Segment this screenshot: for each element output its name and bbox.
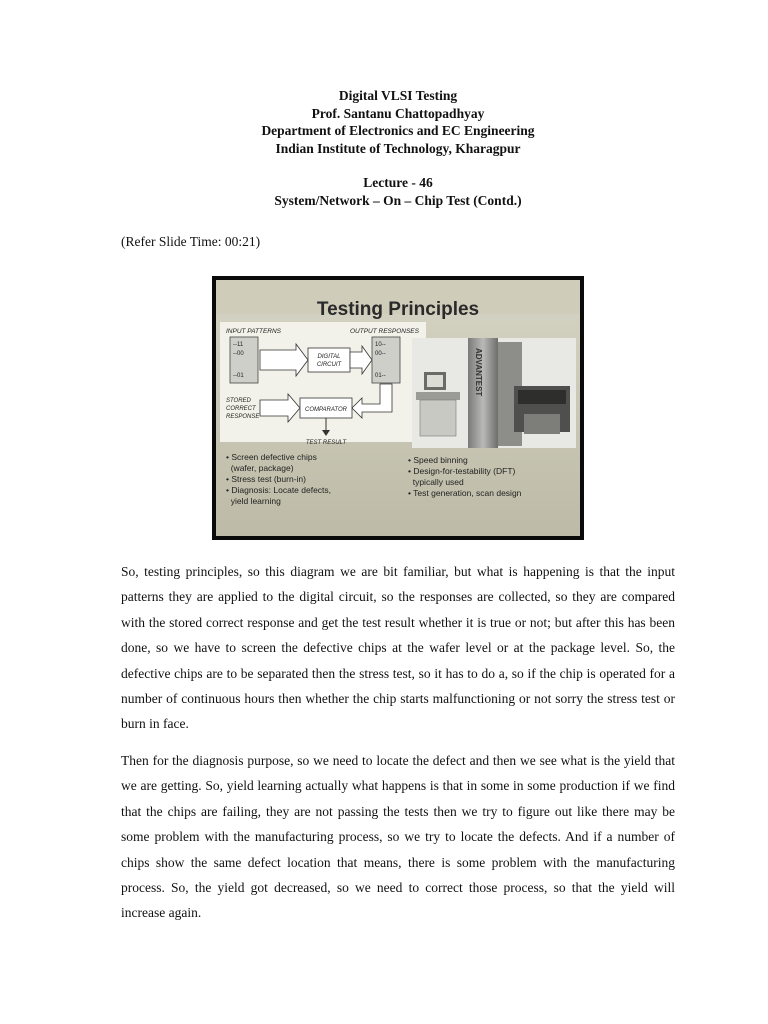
stored-line3: RESPONSE — [226, 414, 260, 420]
output-bit-2: 00-- — [375, 351, 386, 357]
institute-name: Indian Institute of Technology, Kharagpur — [275, 140, 521, 156]
lecture-number: Lecture - 46 — [363, 175, 433, 190]
machine-brand-label: ADVANTEST — [474, 348, 483, 397]
output-responses-label: OUTPUT RESPONSES — [350, 328, 419, 335]
input-bit-2: --00 — [233, 351, 244, 357]
comparator-label: COMPARATOR — [304, 407, 348, 413]
right-bullet-2: • Design-for-testability (DFT) — [408, 466, 516, 476]
left-bullet-1: • Screen defective chips — [226, 452, 317, 462]
left-bullet-5: yield learning — [226, 496, 281, 506]
refer-slide-time: (Refer Slide Time: 00:21) — [121, 234, 261, 249]
course-title: Digital VLSI Testing — [338, 88, 458, 103]
digital-circuit-line1: DIGITAL — [317, 354, 341, 360]
body-paragraph-2: Then for the diagnosis purpose, so we need to locate the defect and then we see what is the yield that we are getting. So, yield learning actually what happens is that in some in some production if we find that the chips are failing, they are not passing the tests then we try to figure out like there may be some problem with the manufacturing process, so we try to locate the defects. And if a number of chips show the same defect location that means, there is some problem with the manufacturing process. So, the yield got decreased, so we need to correct those process, so that the yield will increase again. — [121, 753, 675, 921]
test-result-label: TEST RESULT — [305, 440, 347, 446]
left-bullet-2: (wafer, package) — [226, 463, 294, 473]
stored-line1: STORED — [226, 398, 251, 404]
slide-image — [212, 276, 584, 540]
right-bullet-3: typically used — [408, 477, 464, 487]
digital-circuit-line2: CIRCUIT — [316, 362, 342, 368]
right-bullet-4: • Test generation, scan design — [408, 488, 522, 498]
department-name: Department of Electronics and EC Engineering — [261, 123, 535, 138]
right-bullet-1: • Speed binning — [408, 455, 468, 465]
professor-name: Prof. Santanu Chattopadhyay — [311, 105, 485, 121]
output-bit-3: 01-- — [375, 373, 386, 379]
stored-line2: CORRECT — [226, 406, 256, 412]
body-paragraph-1: So, testing principles, so this diagram we are bit familiar, but what is happening is that the input patterns they are applied to the digital circuit, so the responses are collected, so they are compared with the stored correct response and get the test result whether it is true or not; but after this has been done, so we have to screen the defective chips at the wafer level or at the package level. So, the defective chips are to be separated then the stress test, so it has to do a, so if the chip is operated for a number of continuous hours then whether the chip starts malfunctioning or not sorry the stress test or burn in face. — [121, 564, 675, 732]
input-bit-1: --11 — [233, 342, 244, 348]
slide-title: Testing Principles — [316, 299, 480, 320]
lecture-header — [0, 87, 768, 209]
input-bit-3: --01 — [233, 373, 244, 379]
left-bullet-4: • Diagnosis: Locate defects, — [226, 485, 332, 495]
output-bit-1: 10-- — [375, 342, 386, 348]
input-patterns-label: INPUT PATTERNS — [226, 328, 282, 335]
lecture-topic: System/Network – On – Chip Test (Contd.) — [274, 192, 522, 208]
left-bullet-3: • Stress test (burn-in) — [226, 474, 306, 484]
digital-circuit-box — [308, 348, 350, 372]
